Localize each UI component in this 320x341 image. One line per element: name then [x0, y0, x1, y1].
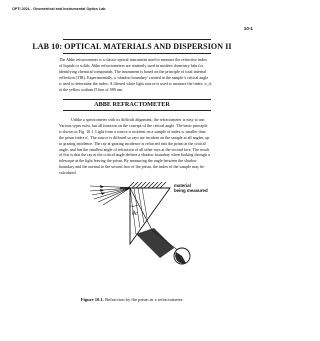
material-label-line2: being measured [174, 188, 208, 193]
body-paragraph [59, 117, 221, 176]
body-line: of this is that the ray at the critical angle defines a shadow boundary when looking through a [59, 152, 210, 158]
incident-rays [90, 186, 130, 205]
refractometer-prism-diagram [90, 182, 210, 274]
body-line: Various types exist, but all function on the concept of the critical angle. The basic principle [59, 122, 208, 128]
page-number: 10-1 [243, 26, 253, 31]
intro-line: reflection (TIR). Experimentally, a ‘shadow boundary’ created at the sample’s critical angle [59, 74, 209, 80]
intro-line: of liquids or solids. Abbe refractometers are routinely used in modern chemistry labs for [59, 62, 204, 68]
intro-line: at the yellow sodium D line of 589 nm. [59, 86, 123, 92]
body-line: boundary and the normal to the second face of the prism, the index of the sample may be [59, 164, 204, 170]
title-rule-bottom [63, 53, 211, 54]
intro-paragraph [59, 57, 221, 92]
body-line: to grazing incidence. The ray at grazing incidence is refracted into the prism at the critical [59, 140, 206, 146]
sample-material-hatching [128, 182, 170, 188]
body-line: calculated. [59, 170, 77, 176]
figure-caption [0, 297, 264, 302]
body-line: angle, and has the smallest angle of refraction of all other rays at the second face. The result [59, 146, 209, 152]
body-line: the prism index n′. The source is diffused so rays are incident on the sample at all angles, up [59, 134, 210, 140]
figure-caption-label: Figure 10.1. [80, 297, 104, 302]
running-header: OPTI 202L - Geometrical and Instrumental Optics Lab [12, 7, 106, 11]
material-label-line1: material [174, 183, 191, 188]
body-line: is shown in Fig. 10.1. Light from a source is incident on a sample of index n, smaller than [59, 128, 206, 134]
critical-ray [130, 188, 152, 230]
intro-line: The Abbe refractometer is a classic optical instrument used to measure the refractive index [59, 57, 207, 62]
body-line: telescope at the light leaving the prism. By measuring the angle between the shadow [59, 158, 197, 164]
body-line: Unlike a spectrometer with its difficult alignment, the refractometer is easy to use. [71, 117, 206, 122]
intro-line: identifying chemical compounds. The instrument is based on the principle of total internal [59, 68, 207, 74]
figure-caption-text: Refraction by the prism in a refractometer. [105, 297, 184, 302]
title-rule-top [63, 39, 211, 40]
section-rule-bottom [63, 110, 211, 111]
critical-angle-label: θc [132, 211, 138, 217]
section-rule-top [63, 99, 211, 100]
intro-line: is used to determine the index. A filtered white light source is used to measure the index, n_d, [59, 80, 212, 86]
section-heading: ABBE REFRACTOMETER [94, 101, 170, 108]
page-title: LAB 10: OPTICAL MATERIALS AND DISPERSION II [32, 42, 232, 51]
